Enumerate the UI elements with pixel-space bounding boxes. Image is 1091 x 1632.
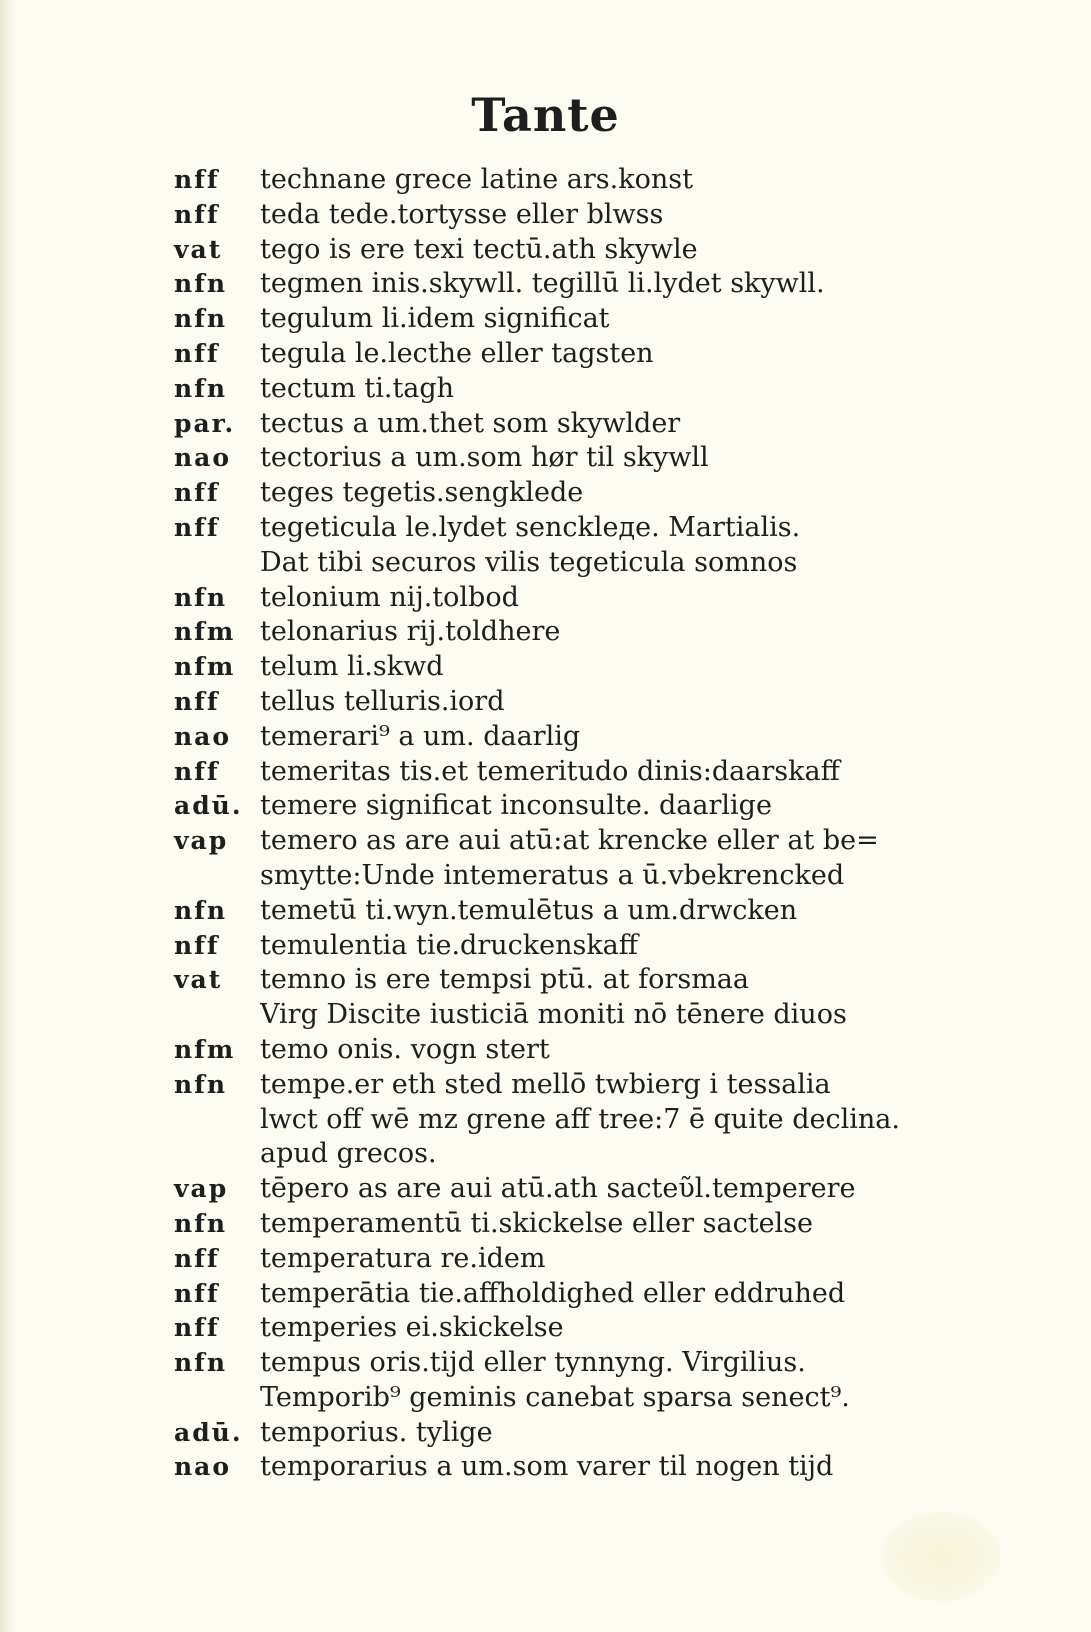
entry-text: temeritas tis.et temeritudo dinis:daarskaff [260, 755, 840, 787]
grammar-code: vat [174, 965, 223, 995]
grammar-code: nao [174, 721, 232, 751]
grammar-code: nff [174, 338, 220, 368]
entry-text: tectum ti.tagh [260, 372, 455, 404]
entry-row [174, 894, 944, 929]
entry-text: tectorius a um.som hør til skywll [260, 442, 709, 474]
grammar-code: nff [174, 1313, 220, 1343]
entry-row [174, 963, 944, 998]
grammar-code: nfn [174, 269, 228, 299]
entry-row [174, 198, 944, 233]
entry-row [174, 789, 944, 824]
grammar-code: par. [174, 408, 236, 438]
grammar-code: nao [174, 1452, 232, 1482]
entry-text: teges tegetis.sengklede [260, 477, 584, 509]
entry-text: smytte:Unde intemeratus a ū.vbekrencked [260, 859, 845, 891]
entry-row [174, 581, 944, 616]
entry-text: lwct off wē mz grene aff tree:7 ē quite declina. [260, 1103, 900, 1135]
entry-text: temperamentū ti.skickelse eller sactelse [260, 1207, 814, 1239]
grammar-code: nff [174, 930, 220, 960]
entry-row [174, 372, 944, 407]
entry-row [174, 1416, 944, 1451]
grammar-code: nfn [174, 895, 228, 925]
entry-text: tegmen inis.skywll. tegillū li.lydet skywll. [260, 268, 825, 300]
entry-row [174, 929, 944, 964]
entry-row-continuation [174, 998, 944, 1033]
dictionary-entries [174, 163, 944, 1485]
entry-text: Temporib⁹ geminis canebat sparsa senect⁹. [260, 1381, 850, 1413]
entry-text: temperatura re.idem [260, 1242, 546, 1274]
grammar-code: vat [174, 234, 223, 264]
grammar-code: adū. [174, 1417, 243, 1447]
grammar-code: nfn [174, 304, 228, 334]
entry-text: temulentia tie.druckenskaff [260, 929, 638, 961]
entry-row [174, 720, 944, 755]
grammar-code: nfm [174, 1034, 236, 1064]
grammar-code: adū. [174, 791, 243, 821]
entry-row-continuation [174, 1381, 944, 1416]
grammar-code: nfn [174, 373, 228, 403]
entry-text: teda tede.tortysse eller blwss [260, 198, 664, 230]
page-edge [0, 0, 14, 1632]
entry-text: temerari⁹ a um. daarlig [260, 720, 581, 752]
entry-text: tego is ere texi tectū.ath skywle [260, 233, 698, 265]
entry-row [174, 1346, 944, 1381]
entry-text: telum li.skwd [260, 651, 444, 683]
entry-text: temporius. tylige [260, 1416, 493, 1448]
grammar-code: nfn [174, 1069, 228, 1099]
entry-text: tellus telluris.iord [260, 685, 505, 717]
grammar-code: nfm [174, 617, 236, 647]
grammar-code: nao [174, 443, 232, 473]
grammar-code: nfn [174, 1348, 228, 1378]
entry-row [174, 1277, 944, 1312]
entry-text: tēpero as are aui atū.ath sacteῦl.temperere [260, 1173, 856, 1205]
grammar-code: vap [174, 826, 229, 856]
grammar-code: nff [174, 1278, 220, 1308]
paper-stain [881, 1512, 1001, 1602]
grammar-code: nff [174, 756, 220, 786]
entry-text: Virg Discite iusticiā moniti nō tēnere diuos [260, 999, 847, 1031]
entry-text: tegulum li.idem significat [260, 303, 610, 335]
entry-text: temere significat inconsulte. daarlige [260, 790, 772, 822]
entry-text: technane grece latine ars.konst [260, 164, 693, 195]
entry-row [174, 755, 944, 790]
entry-text: temno is ere tempsi ptū. at forsmaa [260, 964, 749, 996]
entry-row [174, 476, 944, 511]
grammar-code: nfn [174, 1208, 228, 1238]
entry-row-continuation [174, 1137, 944, 1172]
entry-row [174, 267, 944, 302]
entry-row [174, 233, 944, 268]
entry-text: tegeticula le.lydet senckleде. Martialis. [260, 511, 801, 543]
entry-row [174, 511, 944, 546]
entry-row [174, 337, 944, 372]
grammar-code: nff [174, 199, 220, 229]
entry-row [174, 1068, 944, 1103]
entry-row [174, 1311, 944, 1346]
entry-row [174, 1033, 944, 1068]
entry-text: temperies ei.skickelse [260, 1312, 564, 1344]
entry-row-continuation [174, 546, 944, 581]
entry-row [174, 1172, 944, 1207]
entry-text: temero as are aui atū:at krencke eller at be= [260, 825, 879, 857]
entry-row [174, 302, 944, 337]
entry-row [174, 407, 944, 442]
entry-row [174, 615, 944, 650]
entry-row-continuation [174, 859, 944, 894]
entry-text: temo onis. vogn stert [260, 1033, 550, 1065]
entry-row-continuation [174, 1103, 944, 1138]
entry-text: temporarius a um.som varer til nogen tijd [260, 1451, 834, 1483]
grammar-code: nff [174, 1243, 220, 1273]
entry-row [174, 685, 944, 720]
entry-text: tectus a um.thet som skywlder [260, 407, 681, 439]
entry-text: telonium nij.tolbod [260, 581, 519, 613]
entry-text: temetū ti.wyn.temulētus a um.drwcken [260, 894, 798, 926]
entry-text: tegula le.lecthe eller tagsten [260, 337, 654, 369]
grammar-code: nff [174, 165, 220, 194]
entry-row [174, 1450, 944, 1485]
entry-row [174, 1207, 944, 1242]
grammar-code: nff [174, 478, 220, 508]
page-heading: Tante [471, 88, 620, 142]
entry-row [174, 824, 944, 859]
entry-row [174, 163, 944, 198]
entry-row [174, 441, 944, 476]
entry-row [174, 1242, 944, 1277]
grammar-code: nff [174, 686, 220, 716]
entry-text: tempe.er eth sted mellō twbierg i tessalia [260, 1068, 831, 1100]
entry-text: telonarius rij.toldhere [260, 616, 561, 648]
entry-text: temperātia tie.affholdighed eller eddruhed [260, 1277, 846, 1309]
grammar-code: nfn [174, 582, 228, 612]
grammar-code: vap [174, 1174, 229, 1204]
entry-text: apud grecos. [260, 1138, 437, 1170]
grammar-code: nfm [174, 652, 236, 682]
grammar-code: nff [174, 512, 220, 542]
entry-row [174, 650, 944, 685]
entry-text: tempus oris.tijd eller tynnyng. Virgilius. [260, 1347, 806, 1379]
entry-text: Dat tibi securos vilis tegeticula somnos [260, 546, 798, 578]
